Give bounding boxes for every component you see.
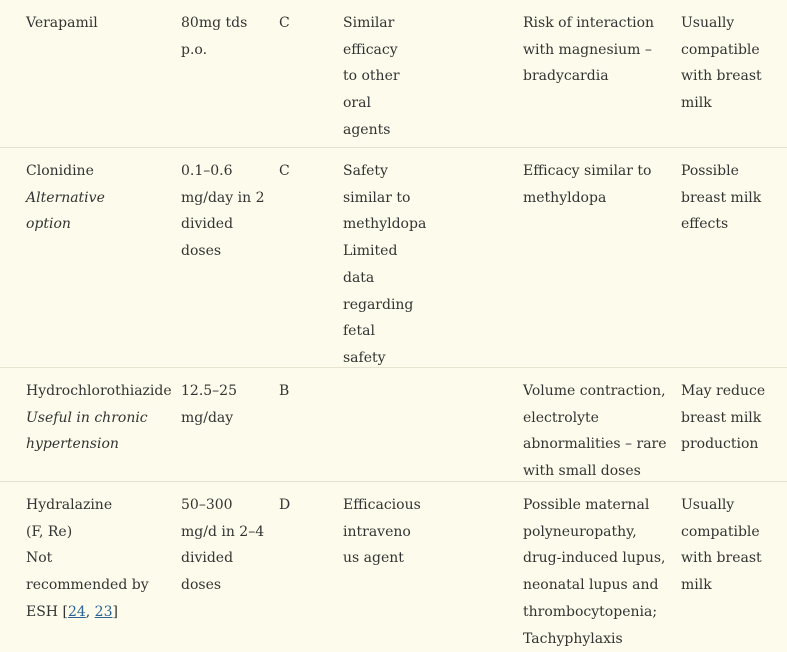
table-row (0, 148, 787, 368)
adverse-line: Risk of interaction (523, 15, 655, 31)
safety-line: Similar (343, 15, 395, 31)
adverse-line: Volume contraction, (523, 383, 666, 399)
safety-line: Efficacious (343, 497, 421, 513)
adverse-line: Efficacy similar to (523, 163, 652, 179)
adverse-line: polyneuropathy, (523, 523, 637, 540)
drug-note: (F, Re) (26, 523, 73, 540)
adverse-line: thrombocytopenia; (523, 603, 658, 620)
drug-name: Verapamil (26, 15, 98, 31)
dose-line: mg/day (181, 409, 234, 426)
esh-prefix: ESH [ (26, 603, 68, 620)
breastfeeding-line: production (681, 436, 759, 453)
dose-line: 80mg tds (181, 15, 248, 31)
breastfeeding-line: May reduce (681, 383, 766, 399)
safety-line: to other (343, 68, 400, 85)
adverse-line: neonatal lupus and (523, 577, 659, 594)
safety-cell (343, 158, 433, 372)
safety-line: similar to (343, 189, 411, 206)
table-row (0, 368, 787, 482)
adverse-cell (523, 378, 675, 485)
breastfeeding-line: with breast (681, 68, 762, 85)
adverse-cell (523, 158, 675, 211)
category-cell (279, 158, 329, 185)
esh-suffix: ] (112, 603, 118, 620)
safety-cell (343, 10, 433, 144)
drug-note: recommended by (26, 577, 149, 594)
esh-reference-line (26, 599, 178, 626)
dose-line: mg/day in 2 (181, 189, 265, 206)
safety-line: oral (343, 95, 371, 112)
category-cell (279, 378, 329, 405)
dose-line: p.o. (181, 41, 208, 58)
adverse-line: abnormalities – rare (523, 436, 667, 453)
safety-line: data (343, 269, 375, 286)
breastfeeding-line: breast milk (681, 409, 762, 426)
breastfeeding-line: milk (681, 95, 712, 112)
breastfeeding-line: effects (681, 216, 729, 233)
drug-name-cell (26, 378, 178, 458)
drug-name-cell (26, 10, 178, 37)
drug-name: Clonidine (26, 163, 94, 179)
dose-line: doses (181, 577, 222, 594)
breastfeeding-cell (681, 492, 781, 599)
safety-line: safety (343, 349, 386, 366)
dose-line: mg/d in 2–4 (181, 523, 265, 540)
drug-name: Hydrochlorothiazide (26, 383, 172, 399)
category: C (279, 15, 290, 31)
drug-note: Not (26, 550, 53, 567)
adverse-cell (523, 10, 675, 90)
drug-note: option (26, 216, 71, 233)
category: D (279, 497, 291, 513)
breastfeeding-line: compatible (681, 523, 760, 540)
breastfeeding-cell (681, 158, 781, 238)
dose-cell (181, 378, 273, 431)
safety-line: us agent (343, 550, 404, 567)
ref-separator: , (85, 603, 95, 620)
safety-line: Safety (343, 163, 388, 179)
reference-link-23[interactable]: 23 (94, 603, 113, 620)
dose-cell (181, 158, 273, 265)
breastfeeding-cell (681, 378, 781, 458)
drug-note: hypertension (26, 436, 119, 453)
adverse-line: drug-induced lupus, (523, 550, 666, 567)
breastfeeding-cell (681, 10, 781, 117)
adverse-line: with small doses (523, 463, 641, 480)
breastfeeding-line: breast milk (681, 189, 762, 206)
breastfeeding-line: Possible (681, 163, 739, 179)
safety-line: efficacy (343, 41, 398, 58)
dose-line: divided (181, 216, 234, 233)
drug-name-cell (26, 492, 178, 626)
drug-note: Alternative (26, 189, 105, 206)
category: B (279, 383, 290, 399)
breastfeeding-line: with breast (681, 550, 762, 567)
dose-line: 0.1–0.6 (181, 163, 233, 179)
dose-cell (181, 492, 273, 599)
adverse-line: Possible maternal (523, 497, 650, 513)
adverse-line: electrolyte (523, 409, 599, 426)
dose-line: doses (181, 243, 222, 260)
breastfeeding-line: milk (681, 577, 712, 594)
adverse-line: bradycardia (523, 68, 609, 85)
category-cell (279, 10, 329, 37)
dose-line: 12.5–25 (181, 383, 237, 399)
adverse-cell (523, 492, 675, 652)
safety-line: regarding (343, 296, 414, 313)
safety-line: intraveno (343, 523, 411, 540)
table-row (0, 482, 787, 650)
drug-note: Useful in chronic (26, 409, 148, 426)
dose-line: 50–300 (181, 497, 233, 513)
category-cell (279, 492, 329, 519)
safety-line: methyldopa (343, 216, 427, 233)
table-row (0, 0, 787, 148)
drug-name: Hydralazine (26, 497, 113, 513)
breastfeeding-line: Usually (681, 497, 735, 513)
dose-line: divided (181, 550, 234, 567)
breastfeeding-line: compatible (681, 41, 760, 58)
safety-cell (343, 492, 433, 572)
safety-line: agents (343, 121, 391, 138)
category: C (279, 163, 290, 179)
safety-line: Limited (343, 243, 398, 260)
adverse-line: Tachyphylaxis (523, 630, 623, 647)
reference-link-24[interactable]: 24 (67, 603, 86, 620)
breastfeeding-line: Usually (681, 15, 735, 31)
adverse-line: methyldopa (523, 189, 607, 206)
dose-cell (181, 10, 273, 63)
drug-name-cell (26, 158, 178, 238)
adverse-line: with magnesium – (523, 41, 652, 58)
safety-line: fetal (343, 323, 375, 340)
